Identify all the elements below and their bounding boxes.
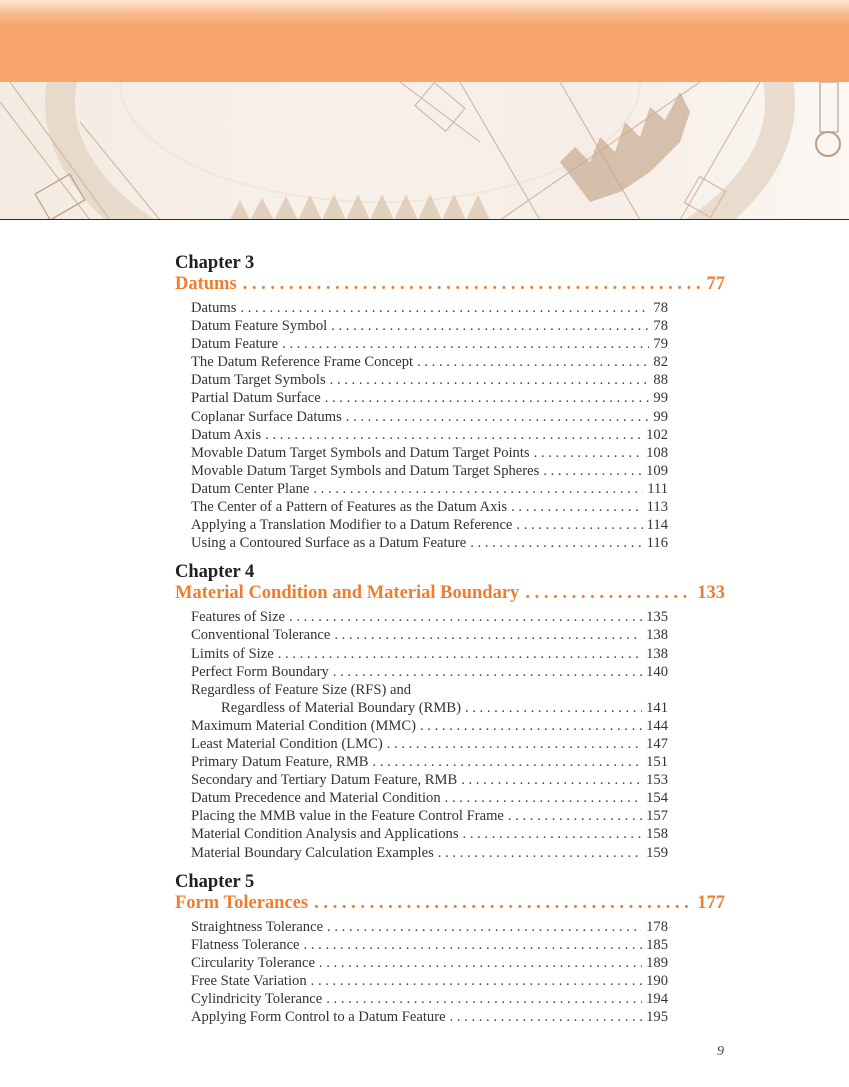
dot-leader xyxy=(333,663,642,681)
chapter-title-link[interactable] xyxy=(175,274,725,295)
entry-page: 78 xyxy=(653,300,668,316)
dot-leader xyxy=(304,936,643,954)
entry-page: 138 xyxy=(646,627,668,644)
table-of-contents xyxy=(175,253,725,1036)
entry-title: Datum Feature Symbol xyxy=(191,318,328,335)
toc-entry[interactable] xyxy=(191,735,668,753)
entry-title: Using a Contoured Surface as a Datum Feature xyxy=(191,535,467,552)
entry-page: 82 xyxy=(653,354,668,371)
entry-page: 135 xyxy=(646,609,668,626)
toc-entry[interactable] xyxy=(191,426,668,444)
toc-entry[interactable] xyxy=(191,462,668,480)
toc-entry[interactable] xyxy=(191,663,668,681)
entry-page: 140 xyxy=(646,663,668,680)
gear-drawing-illustration xyxy=(0,82,849,220)
chapter-title: Datums xyxy=(175,274,237,294)
chapter-page: 177 xyxy=(697,892,725,913)
dot-leader xyxy=(325,389,650,407)
entry-title: Conventional Tolerance xyxy=(191,627,331,644)
chapter-title: Form Tolerances xyxy=(175,892,309,913)
entry-title: Datum Precedence and Material Condition xyxy=(191,790,441,807)
chapter-page: 133 xyxy=(697,583,725,604)
chapter-label: Chapter 5 xyxy=(175,871,255,892)
dot-leader xyxy=(463,825,643,843)
toc-entry[interactable] xyxy=(191,990,668,1008)
chapter-title-link[interactable] xyxy=(175,893,725,914)
entry-page: 141 xyxy=(646,699,668,716)
entry-page: 116 xyxy=(646,535,668,552)
entry-title: Secondary and Tertiary Datum Feature, RMB xyxy=(191,772,458,789)
dot-leader xyxy=(525,583,691,604)
entry-page: 111 xyxy=(647,480,668,497)
dot-leader xyxy=(373,753,643,771)
toc-entry[interactable] xyxy=(191,844,668,862)
toc-entry[interactable] xyxy=(191,753,668,771)
entry-title: Limits of Size xyxy=(191,645,274,662)
toc-entry[interactable] xyxy=(191,408,668,426)
toc-entry[interactable] xyxy=(191,480,668,498)
entry-title: Primary Datum Feature, RMB xyxy=(191,754,369,771)
chapter-label: Chapter 4 xyxy=(175,562,255,583)
entry-title: Free State Variation xyxy=(191,972,307,989)
entry-page: 102 xyxy=(646,426,668,443)
dot-leader xyxy=(278,645,642,663)
gear-drawing-icon xyxy=(0,82,849,220)
toc-entry[interactable] xyxy=(191,498,668,516)
toc-entry[interactable] xyxy=(191,534,668,552)
entry-page: 159 xyxy=(646,844,668,861)
dot-leader xyxy=(387,735,642,753)
toc-entry[interactable] xyxy=(191,789,668,807)
entry-title: Movable Datum Target Symbols and Datum Target Points xyxy=(191,444,530,461)
entry-page: 154 xyxy=(646,790,668,807)
entry-page: 78 xyxy=(653,318,668,335)
dot-leader xyxy=(516,516,642,534)
dot-leader xyxy=(450,1008,643,1026)
entry-title: Placing the MMB value in the Feature Control Frame xyxy=(191,808,504,825)
dot-leader xyxy=(331,317,649,335)
toc-entry[interactable] xyxy=(191,936,668,954)
entry-title: Datum Target Symbols xyxy=(191,372,326,389)
header-rule xyxy=(0,219,849,220)
dot-leader xyxy=(289,608,642,626)
toc-entry[interactable] xyxy=(191,389,668,407)
orange-band xyxy=(0,0,849,82)
entry-title: Cylindricity Tolerance xyxy=(191,991,323,1007)
dot-leader xyxy=(461,771,642,789)
entry-page: 113 xyxy=(646,499,668,516)
dot-leader xyxy=(334,626,642,644)
toc-entry[interactable] xyxy=(191,918,668,936)
toc-entry-first-line[interactable]: Regardless of Feature Size (RFS) and xyxy=(191,681,412,698)
dot-leader xyxy=(282,335,649,353)
dot-leader xyxy=(445,789,642,807)
dot-leader xyxy=(319,954,642,972)
entry-title: Partial Datum Surface xyxy=(191,390,321,407)
dot-leader xyxy=(511,498,643,516)
entry-title: The Center of a Pattern of Features as the Datum Axis xyxy=(191,499,508,516)
entry-title: Material Boundary Calculation Examples xyxy=(191,844,434,861)
entry-title: Features of Size xyxy=(191,609,286,626)
entry-page: 147 xyxy=(646,735,668,752)
entry-title: Regardless of Material Boundary (RMB) xyxy=(221,699,461,716)
entry-page: 88 xyxy=(653,372,668,389)
entry-title: Applying a Translation Modifier to a Datum Reference xyxy=(191,517,513,534)
dot-leader xyxy=(314,893,691,914)
dot-leader xyxy=(438,844,642,862)
header-banner xyxy=(0,0,849,220)
entry-title: Datum Axis xyxy=(191,426,262,443)
entry-title: Datums xyxy=(191,300,237,316)
dot-leader xyxy=(420,717,642,735)
entry-title: Movable Datum Target Symbols and Datum Target Spheres xyxy=(191,462,540,479)
dot-leader xyxy=(240,299,649,317)
dot-leader xyxy=(243,274,701,295)
toc-entry[interactable] xyxy=(191,699,668,717)
entry-page: 151 xyxy=(646,754,668,771)
toc-entry[interactable] xyxy=(191,353,668,371)
chapter-title: Material Condition and Material Boundary xyxy=(175,583,520,604)
entry-page: 194 xyxy=(646,991,668,1007)
toc-entry[interactable] xyxy=(191,317,668,335)
toc-entry[interactable] xyxy=(191,645,668,663)
entry-page: 99 xyxy=(653,390,668,407)
entry-title: The Datum Reference Frame Concept xyxy=(191,354,414,371)
toc-entry[interactable] xyxy=(191,444,668,462)
entry-title: Perfect Form Boundary xyxy=(191,663,329,680)
dot-leader xyxy=(543,462,642,480)
toc-entry[interactable] xyxy=(191,608,668,626)
entry-page: 153 xyxy=(646,772,668,789)
entry-page: 99 xyxy=(653,408,668,425)
entry-page: 109 xyxy=(646,462,668,479)
dot-leader xyxy=(417,353,649,371)
entry-page: 189 xyxy=(646,954,668,971)
chapter-5 xyxy=(175,872,725,1027)
entry-title: Straightness Tolerance xyxy=(191,918,324,935)
entry-title: Datum Feature xyxy=(191,336,279,353)
page-number: 9 xyxy=(717,1044,724,1059)
toc-entry[interactable] xyxy=(191,626,668,644)
entry-title: Maximum Material Condition (MMC) xyxy=(191,717,416,734)
toc-entry[interactable] xyxy=(191,371,668,389)
toc-entry[interactable] xyxy=(191,717,668,735)
dot-leader xyxy=(534,444,643,462)
dot-leader xyxy=(326,990,642,1008)
entry-title: Least Material Condition (LMC) xyxy=(191,735,383,752)
dot-leader xyxy=(327,918,642,936)
entry-page: 158 xyxy=(646,826,668,843)
entry-page: 157 xyxy=(646,808,668,825)
entry-title: Circularity Tolerance xyxy=(191,954,315,971)
toc-entry[interactable] xyxy=(191,771,668,789)
entry-page: 114 xyxy=(646,517,668,534)
toc-entry[interactable] xyxy=(191,807,668,825)
dot-leader xyxy=(313,480,643,498)
dot-leader xyxy=(470,534,642,552)
dot-leader xyxy=(465,699,642,717)
entry-page: 185 xyxy=(646,936,668,953)
toc-entry[interactable] xyxy=(191,1008,668,1026)
toc-entry[interactable] xyxy=(191,299,668,317)
entry-page: 195 xyxy=(646,1009,668,1026)
entry-page: 190 xyxy=(646,972,668,989)
toc-entry[interactable] xyxy=(191,972,668,990)
chapter-title-link[interactable] xyxy=(175,583,725,604)
entry-page: 79 xyxy=(653,336,668,353)
entry-title: Flatness Tolerance xyxy=(191,936,300,953)
toc-entry[interactable] xyxy=(191,954,668,972)
entry-title: Coplanar Surface Datums xyxy=(191,408,342,425)
entry-page: 178 xyxy=(646,918,668,935)
dot-leader xyxy=(346,408,650,426)
toc-entry[interactable] xyxy=(191,516,668,534)
chapter-3 xyxy=(175,253,725,552)
entry-page: 144 xyxy=(646,717,668,734)
toc-entry[interactable] xyxy=(191,335,668,353)
entry-page: 138 xyxy=(646,645,668,662)
entry-title: Datum Center Plane xyxy=(191,480,310,497)
entry-page: 108 xyxy=(646,444,668,461)
dot-leader xyxy=(311,972,642,990)
entry-title: Material Condition Analysis and Applications xyxy=(191,826,459,843)
dot-leader xyxy=(265,426,642,444)
dot-leader xyxy=(508,807,642,825)
dot-leader xyxy=(330,371,650,389)
chapter-page: 77 xyxy=(706,274,725,294)
toc-entry[interactable] xyxy=(191,825,668,843)
chapter-label: Chapter 3 xyxy=(175,253,255,273)
entry-title: Applying Form Control to a Datum Feature xyxy=(191,1009,446,1026)
chapter-4 xyxy=(175,562,725,861)
